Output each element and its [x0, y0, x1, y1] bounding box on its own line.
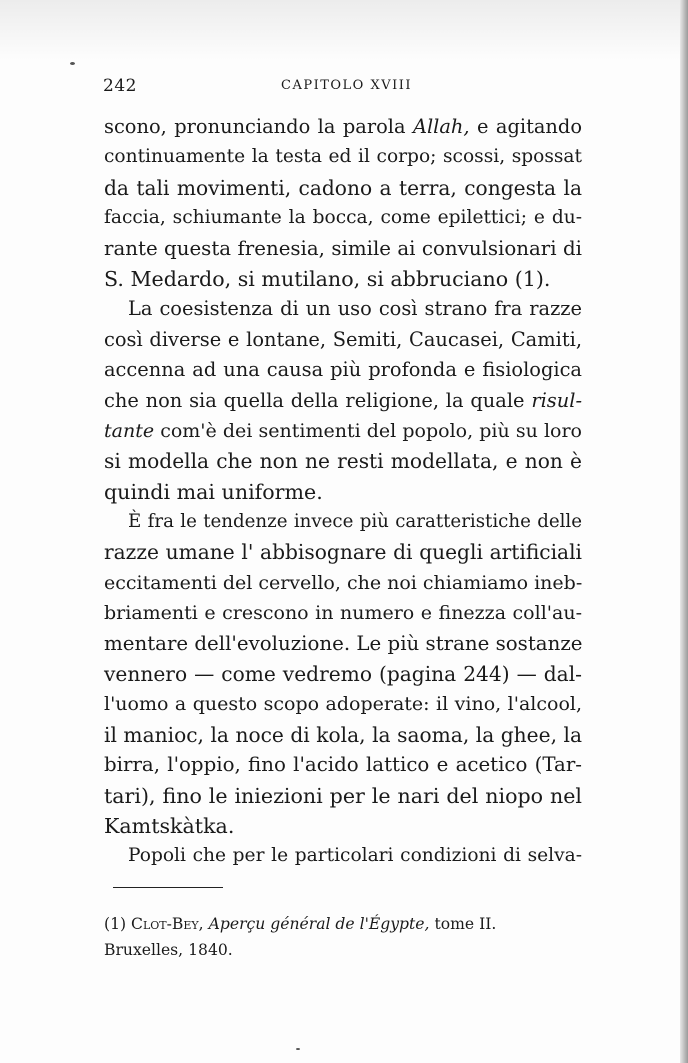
footnote-title: Aperçu général de l'Égypte, — [208, 915, 430, 933]
text-line: La coesistenza di un uso così strano fra razze — [128, 297, 582, 321]
text-line: vennero — come vedremo (pagina 244) — dal- — [104, 662, 582, 687]
text-line: tante com'è dei sentimenti del popolo, più su loro — [104, 419, 582, 442]
text-line: Kamtskàtka. — [104, 813, 235, 838]
text-line: eccitamenti del cervello, che noi chiamiamo ineb- — [104, 571, 583, 594]
page-number: 242 — [103, 76, 137, 96]
text-line: si modella che non ne resti modellata, e non è — [104, 449, 582, 474]
text-line: S. Medardo, si mutilano, si abbruciano (1). — [104, 266, 551, 291]
text-line: scono, pronunciando la parola Allah, e agitando — [104, 115, 582, 138]
text-line: accenna ad una causa più profonda e fisiologica — [104, 358, 582, 382]
text-line: da tali movimenti, cadono a terra, congesta la — [104, 175, 582, 200]
footnote-line: Bruxelles, 1840. — [104, 941, 233, 959]
text-line: l'uomo a questo scopo adoperate: il vino, l'alcool, — [104, 693, 582, 716]
text-line: che non sia quella della religione, la quale risul- — [104, 388, 582, 412]
footnote — [104, 911, 582, 963]
footnote-marker: (1) — [104, 915, 132, 933]
text-line: tari), fino le iniezioni per le nari del niopo nel — [104, 783, 582, 808]
text-line: rante questa frenesia, simile ai convulsionari di — [104, 236, 582, 260]
page-header — [103, 76, 583, 100]
text-line: continuamente la testa ed il corpo; scossi, spossat — [104, 146, 582, 168]
scan-top-shading — [0, 0, 688, 60]
text-line: razze umane l' abbisognare di quegli artificiali — [104, 540, 582, 565]
text-line: birra, l'oppio, fino l'acido lattico e acetico (Tar- — [104, 753, 582, 777]
footnote-line: (1) Clot-Bey, Aperçu général de l'Égypte, tome II. — [104, 915, 497, 933]
scan-speck — [70, 62, 75, 65]
text-line: così diverse e lontane, Semiti, Caucasei, Camiti, — [104, 327, 582, 351]
body-text — [104, 112, 582, 872]
text-line: il manioc, la noce di kola, la saoma, la ghee, la — [104, 722, 582, 747]
running-head: CAPITOLO XVIII — [281, 78, 413, 93]
text-line: quindi mai uniforme. — [104, 479, 323, 504]
text-line: Popoli che per le particolari condizioni di selva- — [128, 845, 582, 867]
text-line: briamenti e crescono in numero e finezza coll'au- — [104, 602, 582, 625]
footnote-author: Clot-Bey — [131, 915, 199, 933]
text-line: È fra le tendenze invece più caratteristiche delle — [128, 511, 582, 533]
text-line: faccia, schiumante la bocca, come epilettici; e du- — [104, 207, 582, 229]
scan-right-edge — [680, 0, 688, 1063]
text-line: mentare dell'evoluzione. Le più strane sostanze — [104, 631, 583, 655]
footnote-rule — [113, 887, 223, 888]
scan-speck — [296, 1048, 300, 1050]
